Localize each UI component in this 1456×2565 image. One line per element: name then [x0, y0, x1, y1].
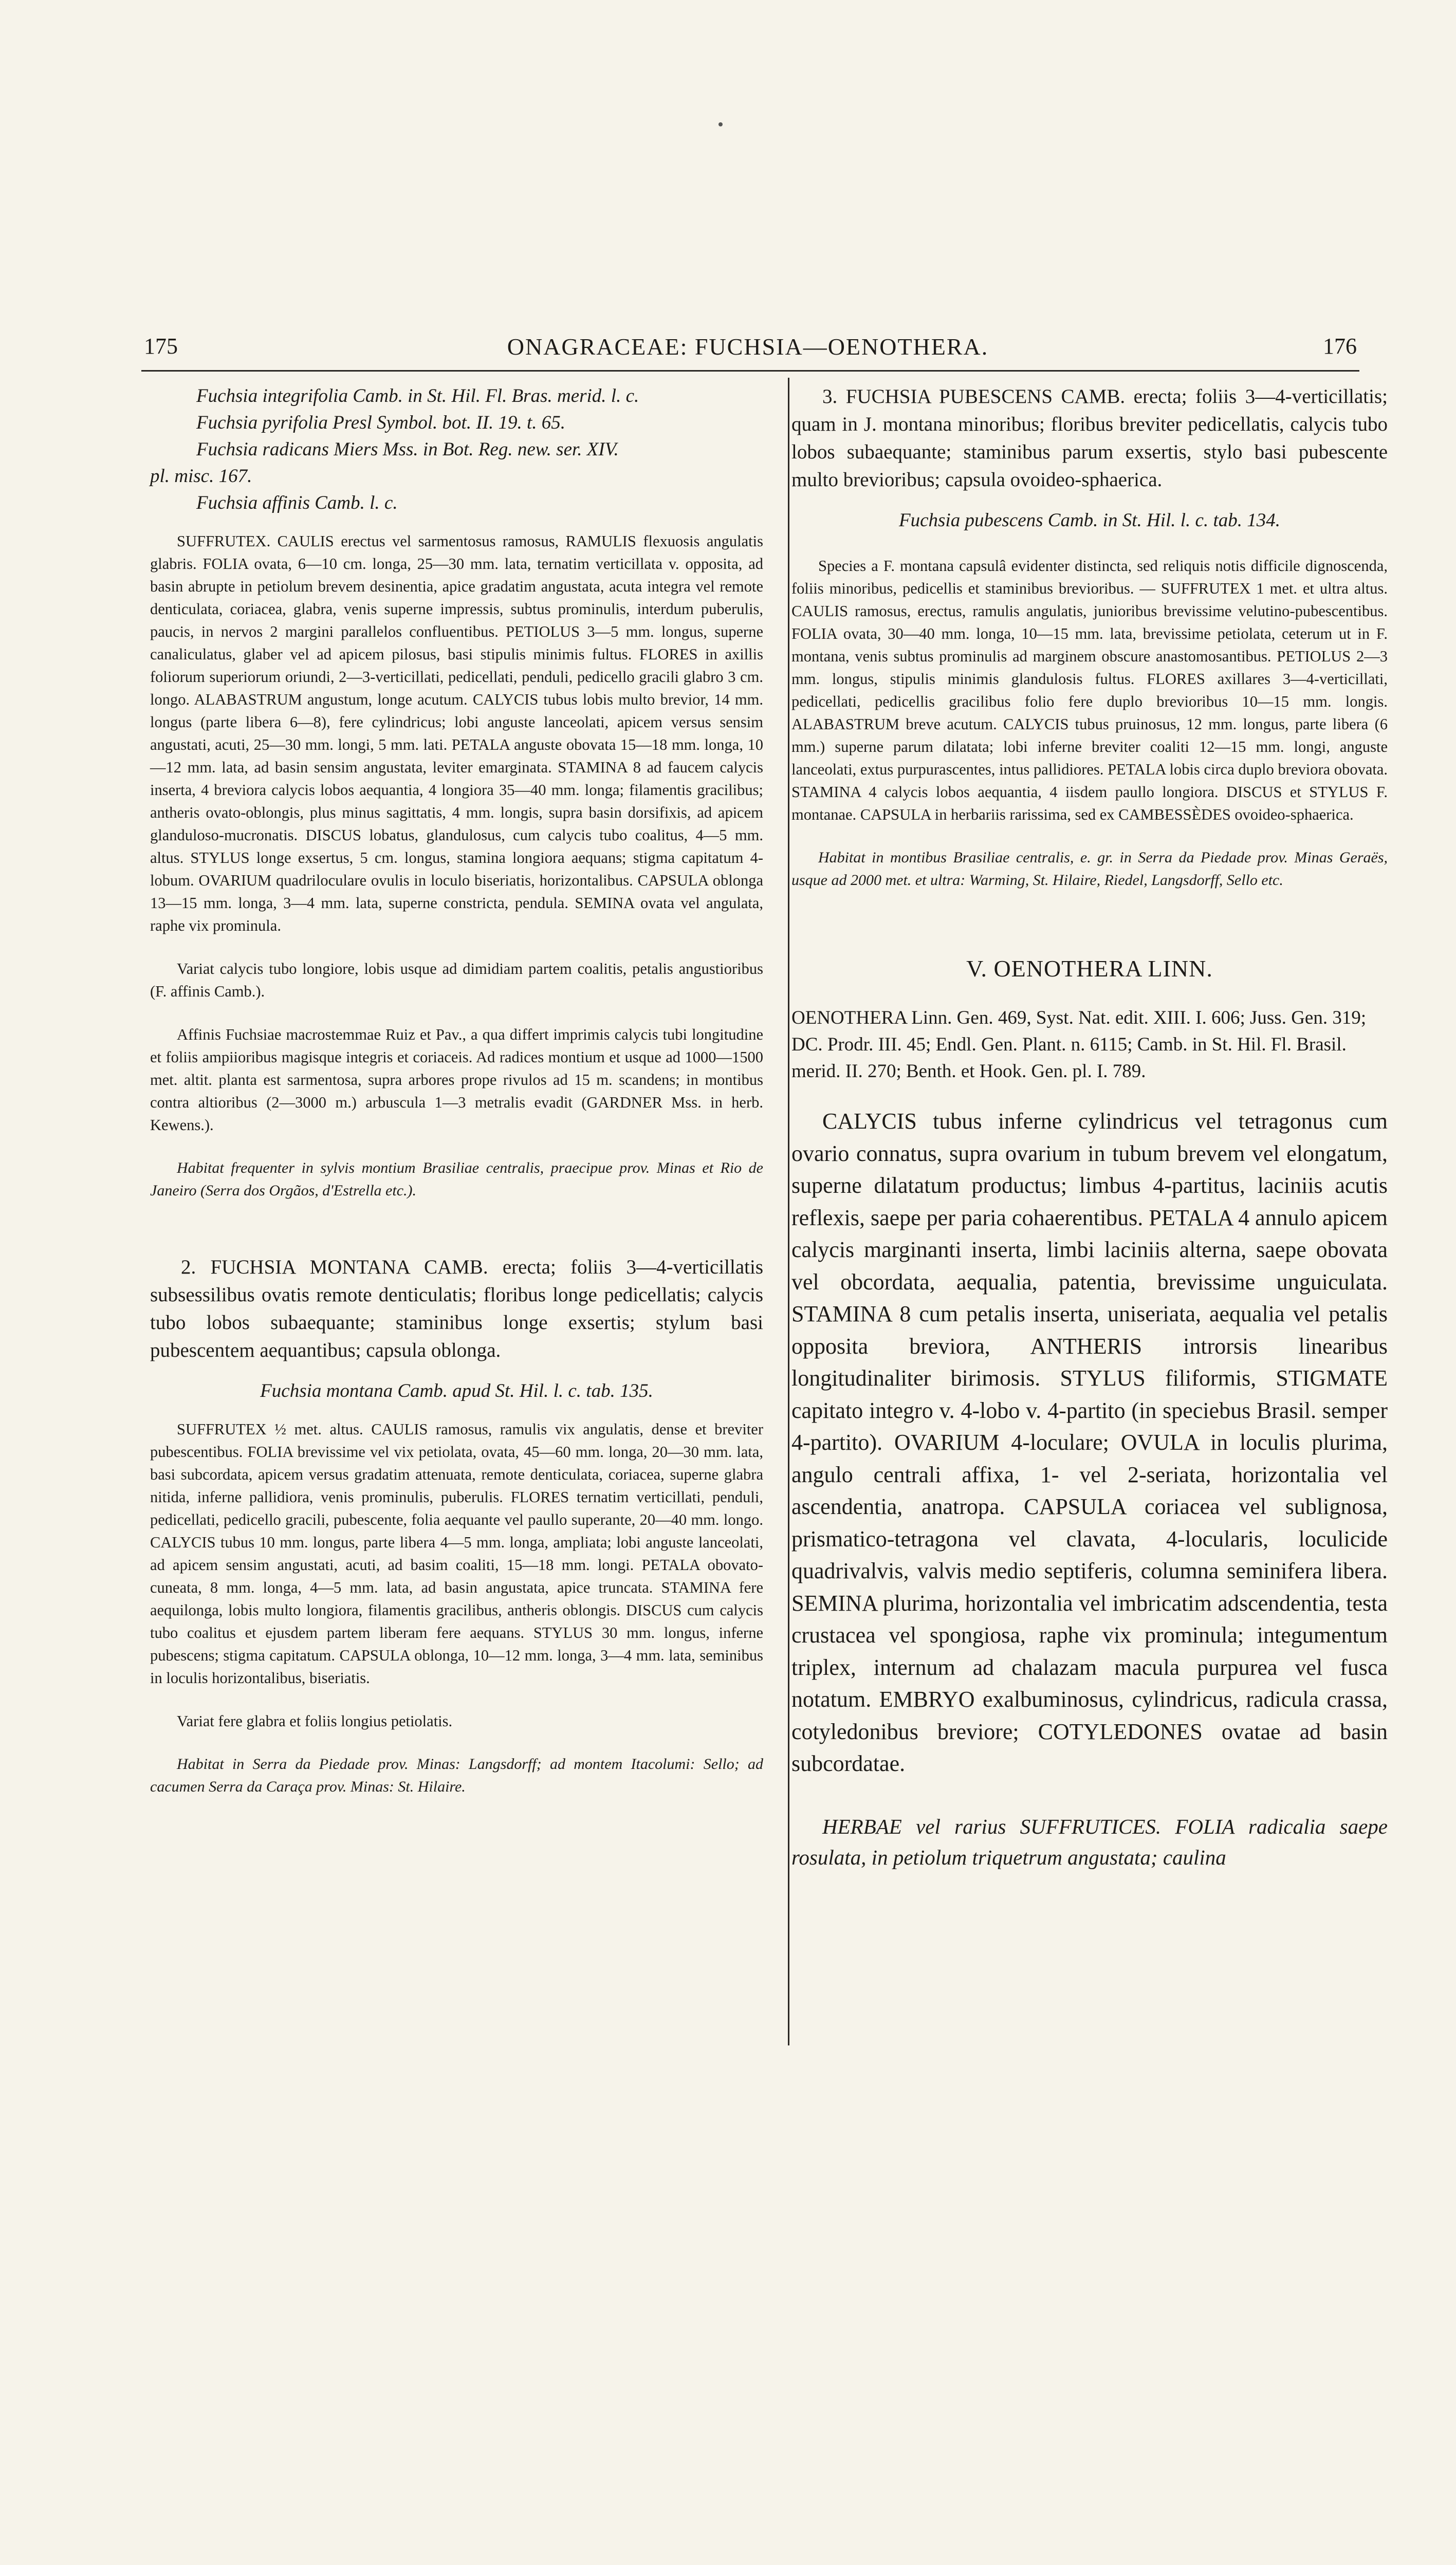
running-title: ONAGRACEAE: FUCHSIA—OENOTHERA.: [507, 334, 989, 360]
left-column: [150, 383, 763, 1798]
page-number-left: 175: [144, 334, 178, 359]
page-number-right: 176: [1323, 334, 1357, 359]
synonym: Fuchsia pyrifolia Presl Symbol. bot. II. 19. t. 65.: [196, 412, 565, 433]
synonym: Fuchsia radicans Miers Mss. in Bot. Reg. new. ser. XIV.: [196, 439, 619, 460]
running-header: [139, 333, 1357, 364]
species-citation: Fuchsia pubescens Camb. in St. Hil. l. c. tab. 134.: [899, 510, 1280, 531]
genus-references: OENOTHERA Linn. Gen. 469, Syst. Nat. edit. XIII. I. 606; Juss. Gen. 319; DC. Prodr. III. 45; Endl. Gen. Plant. n. 6115; Camb. in St. Hil. Fl. Brasil. merid. II. 270; Benth. et Hook. Gen. pl. I. 789.: [791, 1007, 1367, 1082]
species-citation: Fuchsia montana Camb. apud St. Hil. l. c. tab. 135.: [260, 1380, 653, 1401]
genus-title: V. OENOTHERA LINN.: [966, 955, 1213, 982]
species-description: SUFFRUTEX ½ met. altus. CAULIS ramosus, ramulis vix angulatis, dense et breviter pubescentibus. FOLIA brevissime vel vix petiolata, ovata, 45—60 mm. longa, 20—30 mm. lata, basi subcordata, apicem versus gradatim attenuata, remote denticulata, coriacea, superne glabra nitida, inferne pallidiora, venis prominulis, puberulis. FLORES ternatim verticillati, penduli, pedicellati, pedicello gracili, pubescente, folia aequante vel paullo superante, 20—40 mm. longo. CALYCIS tubus 10 mm. longus, parte libera 4—5 mm. longa, ampliata; lobi anguste lanceolati, ad apicem sensim angustati, acuti, ad basim coaliti, 15—18 mm. longi. PETALA obovato-cuneata, 8 mm. longa, 4—5 mm. lata, ad basin angustata, apice truncata. STAMINA fere aequilonga, lobis multo longiora, filamentis gracilibus, antheris oblongis. DISCUS cum calycis tubo coalitus et ejusdem partem liberam fere aequans. STYLUS 30 mm. longus, inferne pubescens; stigma capitatum. CAPSULA oblonga, 10—12 mm. longa, 3—4 mm. lata, seminibus in loculis horizontalibus, biseriatis.: [150, 1420, 763, 1687]
habitat-note: Habitat in montibus Brasiliae centralis, e. gr. in Serra da Piedade prov. Minas Geraës, usque ad 2000 met. et ultra: Warming, St. Hilaire, Riedel, Langsdorff, Sello etc.: [791, 849, 1388, 889]
species-description: Species a F. montana capsulâ evidenter distincta, sed reliquis notis difficile dignoscenda, foliis minoribus, pedicellis et staminibus brevioribus. — SUFFRUTEX 1 met. et ultra altus. CAULIS ramosus, erectus, ramulis angulatis, junioribus brevissime velutino-pubescentibus. FOLIA ovata, 30—40 mm. longa, 10—15 mm. lata, brevissime petiolata, ceterum ut in F. montana, venis subtus prominulis ad marginem obscure anastomosantibus. PETIOLUS 2—3 mm. longus, stipulis minimis glandulosis fultus. FLORES axillares 3—4-verticillati, pedicellati, pedicellis gracilibus folio fere duplo brevioribus 10—15 mm. longis. ALABASTRUM breve acutum. CALYCIS tubus pruinosus, 12 mm. longus, parte libera (6 mm.) superne parum dilatata; lobi inferne breviter coaliti 12—15 mm. longi, anguste lanceolati, extus purpurascentes, intus pallidiores. PETALA lobis circa duplo breviora obovata. STAMINA 4 calycis lobos aequantia, 4 iisdem paullo longiora. DISCUS et STYLUS F. montanae. CAPSULA in herbariis rarissima, sed ex CAMBESSÈDES ovoideo-sphaerica.: [791, 557, 1388, 823]
affinity-note: Affinis Fuchsiae macrostemmae Ruiz et Pav., a qua differt imprimis calycis tubi longitudine et foliis ampiioribus magisque integris et coriaceis. Ad radices montium et usque ad 1000—1500 met. altit. planta est sarmentosa, supra arbores prope rivulos ad 15 m. scandens; in montibus contra altioribus (2—3000 m.) arbuscula 1—3 metralis evadit (GARDNER Mss. in herb. Kewens.).: [150, 1026, 763, 1134]
synonym: Fuchsia integrifolia Camb. in St. Hil. Fl. Bras. merid. l. c.: [196, 385, 639, 407]
habitat-note: Habitat in Serra da Piedade prov. Minas: Langsdorff; ad montem Itacolumi: Sello; ad cacumen Serra da Caraça prov. Minas: St. Hilaire.: [150, 1756, 763, 1795]
column-rule: [788, 378, 789, 2045]
species-heading: 2. FUCHSIA MONTANA CAMB. erecta; foliis 3—4-verticillatis subsessilibus ovatis remote denticulatis; floribus longe pedicellatis; calycis tubo lobos subaequante; staminibus longe exsertis; stylum basi pubescentem aequantibus; capsula oblonga.: [150, 1256, 763, 1361]
habitat-note: Habitat frequenter in sylvis montium Brasiliae centralis, praecipue prov. Minas et Rio de Janeiro (Serra dos Orgãos, d'Estrella etc.).: [150, 1159, 763, 1199]
species-heading: 3. FUCHSIA PUBESCENS CAMB. erecta; foliis 3—4-verticillatis; quam in J. montana minoribus; floribus breviter pedicellatis, calycis tubo lobos subaequante; staminibus parum exsertis, stylo basi pubescente multo brevioribus; capsula ovoideo-sphaerica.: [791, 385, 1388, 491]
synonym: pl. misc. 167.: [150, 466, 252, 487]
right-column: [791, 383, 1388, 1873]
synonym: Fuchsia affinis Camb. l. c.: [196, 492, 398, 513]
genus-description: CALYCIS tubus inferne cylindricus vel tetragonus cum ovario connatus, supra ovarium in tubum brevem vel elongatum, superne dilatatum productus; limbus 4-partitus, laciniis acutis reflexis, saepe per paria cohaerentibus. PETALA 4 annulo apicem calycis marginanti inserta, limbi laciniis alterna, saepe obovata vel obcordata, aequalia, patentia, brevissime unguiculata. STAMINA 8 cum petalis inserta, uniseriata, aequalia vel petalis opposita breviora, ANTHERIS introrsis linearibus longitudinaliter birimosis. STYLUS filiformis, STIGMATE capitato integro v. 4-lobo v. 4-partito (in speciebus Brasil. semper 4-partito). OVARIUM 4-loculare; OVULA in loculis plurima, angulo centrali affixa, 1- vel 2-seriata, horizontalia vel ascendentia, anatropa. CAPSULA coriacea vel sublignosa, prismatico-tetragona vel clavata, 4-locularis, loculicide quadrivalvis, valvis medio septiferis, columna seminifera libera. SEMINA plurima, horizontalia vel imbricatim adscendentia, testa crustacea vel spongiosa, raphe vix prominula; integumentum triplex, internum ad chalazam macula purpurea vel fusca notatum. EMBRYO exalbuminosus, cylindricus, radicula crassa, cotyledonibus breviore; COTYLEDONES ovatae ad basin subcordatae.: [791, 1109, 1388, 1776]
synonym-list: [150, 383, 763, 516]
habit-description: HERBAE vel rarius SUFFRUTICES. FOLIA radicalia saepe rosulata, in petiolum triquetrum angustata; caulina: [791, 1814, 1388, 1869]
variation-note: Variat calycis tubo longiore, lobis usque ad dimidiam partem coalitis, petalis angustioribus (F. affinis Camb.).: [150, 960, 763, 1000]
species-description: SUFFRUTEX. CAULIS erectus vel sarmentosus ramosus, RAMULIS flexuosis angulatis glabris. FOLIA ovata, 6—10 cm. longa, 25—30 mm. lata, ternatim verticillata v. opposita, ad basin abrupte in petiolum brevem desinentia, apice gradatim angustata, acuta integra vel remote denticulata, coriacea, glabra, venis superne impressis, subtus prominulis, interdum puberulis, paucis, in nervos 2 margini parallelos confluentibus. PETIOLUS 3—5 mm. longus, superne canaliculatus, glaber vel ad apicem pilosus, basi stipulis minimis fultus. FLORES in axillis foliorum superiorum oriundi, 2—3-verticillati, pedicellati, penduli, pedicello gracili glabro 3 cm. longo. ALABASTRUM angustum, longe acutum. CALYCIS tubus lobis multo brevior, 14 mm. longus (parte libera 6—8), fere cylindricus; lobi anguste lanceolati, apicem versus sensim angustati, acuti, 25—30 mm. longi, 5 mm. lati. PETALA anguste obovata 15—18 mm. longa, 10—12 mm. lata, ad basin sensim angustata, leviter emarginata. STAMINA 8 ad faucem calycis inserta, 4 breviora calycis lobos aequantia, 4 longiora 35—40 mm. longa; filamentis gracilibus; antheris ovato-oblongis, plus minus sagittatis, 4 mm. longis, supra basin dorsifixis, ad apicem glanduloso-mucronatis. DISCUS lobatus, glandulosus, cum calycis tubo coalitus, 4—5 mm. altus. STYLUS longe exsertus, 5 cm. longus, stamina longiora aequans; stigma capitatum 4-lobum. OVARIUM quadriloculare ovulis in loculo biseriatis, horizontalibus. CAPSULA oblonga 13—15 mm. longa, 3—4 mm. lata, superne constricta, pendula. SEMINA ovata vel angulata, raphe vix prominula.: [150, 532, 763, 934]
variation-note: Variat fere glabra et foliis longius petiolatis.: [177, 1712, 453, 1730]
header-rule: [141, 370, 1359, 372]
speck: [718, 122, 723, 126]
